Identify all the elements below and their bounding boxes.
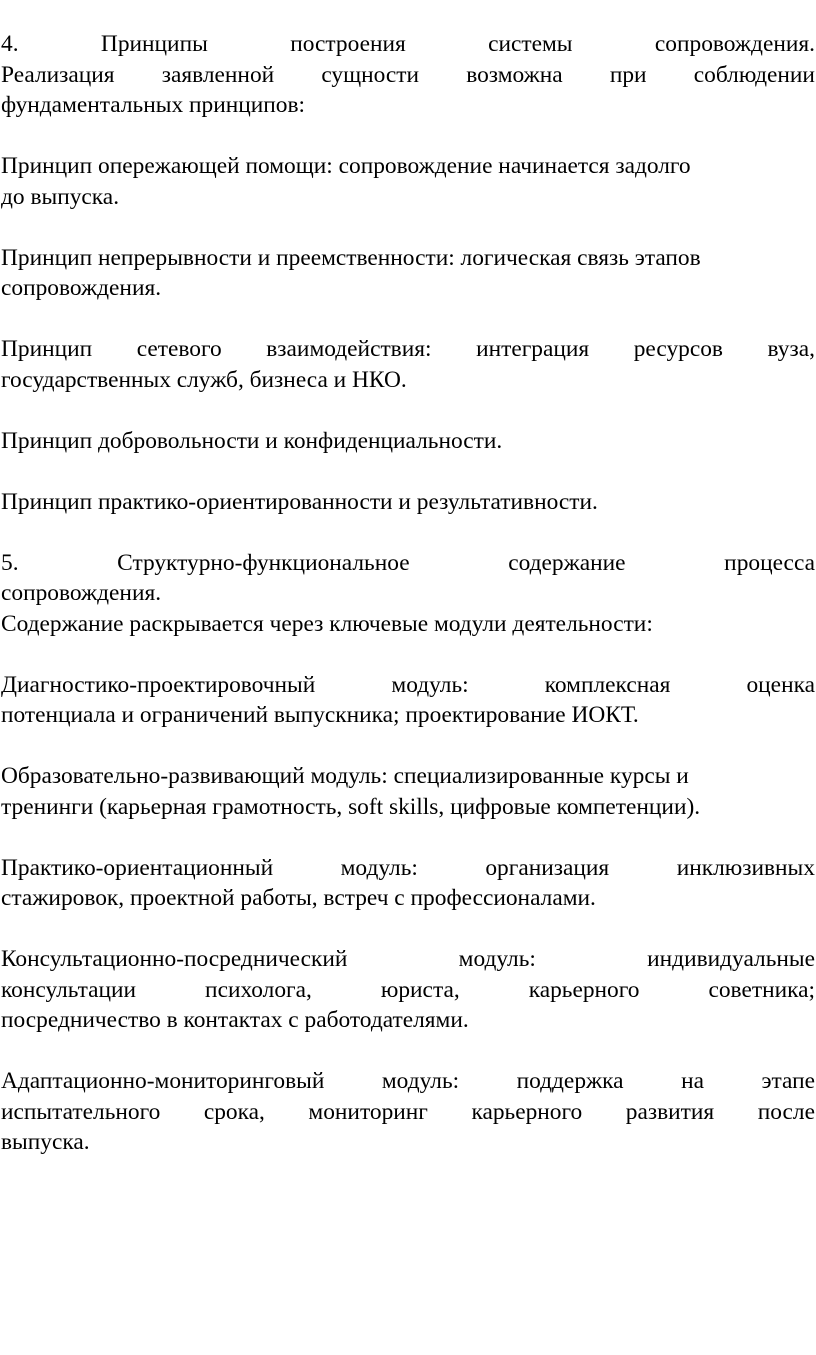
paragraph-last-line: сопровождения. <box>1 580 162 606</box>
word: развития <box>625 1098 715 1125</box>
paragraph-last-line: стажировок, проектной работы, встреч с профессионалами. <box>1 885 596 911</box>
word: модуль: <box>340 854 418 881</box>
word: Практико-ориентационный <box>1 854 274 881</box>
module-item-4 <box>1 944 815 1036</box>
word: системы <box>488 31 573 57</box>
paragraph-line: Образовательно-развивающий модуль: специализированные курсы и <box>1 763 689 789</box>
paragraph-gap <box>1 517 815 548</box>
paragraph-gap <box>1 914 815 945</box>
word: модуль: <box>391 671 469 698</box>
word: взаимодействия: <box>266 336 432 362</box>
word: сопровождения. <box>654 31 815 57</box>
word: Консультационно-посреднический <box>1 946 348 972</box>
justified-line <box>1 1066 815 1097</box>
module-item-1 <box>1 670 815 731</box>
word: возможна <box>466 61 563 88</box>
section-intro: Содержание раскрывается через ключевые модули деятельности: <box>1 610 653 637</box>
word: Адаптационно-мониторинговый <box>1 1068 325 1094</box>
justified-line <box>1 1097 815 1128</box>
justified-line <box>1 548 815 579</box>
word: юриста, <box>380 976 460 1003</box>
principle-item-3 <box>1 334 815 395</box>
justified-line <box>1 975 815 1006</box>
word: срока, <box>203 1098 265 1125</box>
word: сетевого <box>136 336 222 362</box>
word: Реализация <box>1 61 115 88</box>
justified-line <box>1 670 815 701</box>
justified-line <box>1 334 815 365</box>
justified-line <box>1 853 815 884</box>
paragraph-line: Принцип опережающей помощи: сопровождение начинается задолго <box>1 153 691 179</box>
module-item-5 <box>1 1066 815 1158</box>
paragraph-last-line: Принцип практико-ориентированности и результативности. <box>1 488 598 515</box>
paragraph-last-line: сопровождения. <box>1 275 162 301</box>
word: индивидуальные <box>647 946 815 972</box>
paragraph-last-line: выпуска. <box>1 1129 90 1155</box>
word: оценка <box>746 671 815 698</box>
word: поддержка <box>516 1068 624 1094</box>
word: сущности <box>321 61 420 88</box>
module-item-2 <box>1 761 815 822</box>
word: 5. <box>1 549 19 576</box>
word: этапе <box>761 1068 815 1094</box>
justified-line <box>1 944 815 975</box>
justified-line <box>1 60 815 91</box>
word: вуза, <box>767 336 815 362</box>
word: ресурсов <box>633 336 723 362</box>
paragraph-last-line: тренинги (карьерная грамотность, soft skills, цифровые компетенции). <box>1 793 701 820</box>
word: построения <box>290 31 406 57</box>
paragraph-last-line: до выпуска. <box>1 183 120 210</box>
word: карьерного <box>471 1098 583 1125</box>
word: Структурно-функциональное <box>117 549 410 576</box>
principle-item-4 <box>1 426 815 457</box>
word: процесса <box>724 549 815 576</box>
word: интеграция <box>476 336 590 362</box>
word: испытательного <box>1 1098 161 1125</box>
word: психолога, <box>205 976 312 1003</box>
word: мониторинг <box>308 1098 428 1125</box>
word: соблюдении <box>693 61 815 88</box>
paragraph-last-line: посредничество в контактах с работодателями. <box>1 1007 469 1033</box>
word: после <box>757 1098 815 1125</box>
word: Диагностико-проектировочный <box>1 671 316 698</box>
paragraph-gap <box>1 212 815 243</box>
paragraph-gap <box>1 1036 815 1067</box>
section-5-heading <box>1 548 815 640</box>
principle-item-5 <box>1 487 815 518</box>
word: комплексная <box>544 671 671 698</box>
principle-item-1 <box>1 151 815 212</box>
paragraph-gap <box>1 731 815 762</box>
paragraph-last-line: фундаментальных принципов: <box>1 92 306 118</box>
paragraph-gap <box>1 121 815 152</box>
paragraph-gap <box>1 304 815 335</box>
word: содержание <box>508 549 626 576</box>
paragraph-last-line: Принцип добровольности и конфиденциальности. <box>1 427 503 454</box>
word: при <box>609 61 647 88</box>
paragraph-gap <box>1 456 815 487</box>
paragraph-line: Принцип непрерывности и преемственности: логическая связь этапов <box>1 244 701 271</box>
word: заявленной <box>161 61 275 88</box>
section-4-heading <box>1 29 815 121</box>
module-item-3 <box>1 853 815 914</box>
word: советника; <box>708 976 815 1003</box>
word: на <box>681 1068 704 1094</box>
word: организация <box>485 854 610 881</box>
word: модуль: <box>458 946 536 972</box>
word: консультации <box>1 976 137 1003</box>
word: 4. <box>1 31 19 57</box>
word: инклюзивных <box>676 854 815 881</box>
word: Принцип <box>1 336 93 362</box>
word: Принципы <box>100 31 208 57</box>
paragraph-last-line: государственных служб, бизнеса и НКО. <box>1 366 407 393</box>
principle-item-2 <box>1 243 815 304</box>
paragraph-last-line: потенциала и ограничений выпускника; проектирование ИОКТ. <box>1 702 639 728</box>
justified-line <box>1 29 815 60</box>
word: карьерного <box>528 976 640 1003</box>
paragraph-gap <box>1 639 815 670</box>
paragraph-gap <box>1 395 815 426</box>
paragraph-gap <box>1 822 815 853</box>
word: модуль: <box>381 1068 460 1094</box>
